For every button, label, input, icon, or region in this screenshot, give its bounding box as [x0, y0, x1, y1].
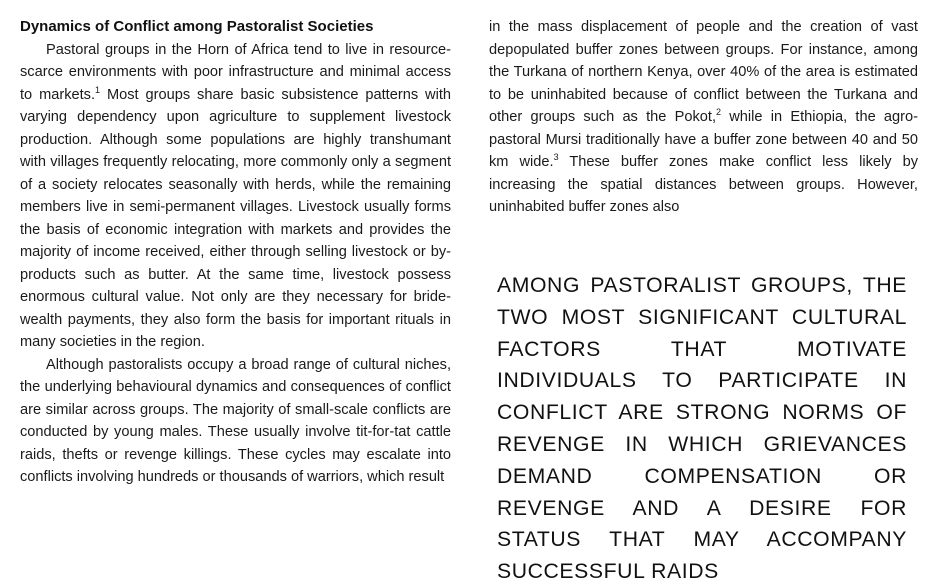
paragraph-2-continued-text-b: while in Ethiopia, the agro-pastoral Mursi traditionally have a buffer zone between 40 and 50 km wide.: [489, 109, 918, 170]
footnote-ref-2: 2: [716, 107, 722, 118]
footnote-ref-3: 3: [553, 152, 559, 163]
paragraph-2: Although pastoralists occupy a broad range of cultural niches, the underlying behavioural dynamics and consequences of conflict are similar across groups. The majority of small-scale conflicts are conducted by young males. These usually involve tit-for-tat cattle raids, thefts or revenge killings. These cycles may escalate into conflicts involving hundreds or thousands of warriors, which result: [20, 356, 451, 485]
pull-quote: AMONG PASTORALIST GROUPS, THE TWO MOST SIGNIFICANT CULTURAL FACTORS THAT MOTIVATE INDIVIDUALS TO PARTICIPATE IN CONFLICT ARE STRONG NORMS OF REVENGE IN WHICH GRIEVANCES DEMAND COMPENSATION OR REVENGE AND A DESIRE FOR STATUS THAT MAY ACCOMPANY SUCCESSFUL RAIDS: [497, 274, 907, 584]
section-heading: Dynamics of Conflict among Pastoralist Societies: [20, 18, 374, 35]
paragraph-2-continued-text-c: These buffer zones make conflict less likely by increasing the spatial distances between groups. However, uninhabited buffer zones also: [489, 154, 919, 215]
left-column: [20, 16, 451, 489]
paragraph-1-text-b: Most groups share basic subsistence patterns with varying dependency upon agriculture to supplement livestock production. Although some populations are highly transhumant with villages frequently relocating, more commonly only a segment of a society relocates seasonally with herds, while the remaining members live in semi-permanent villages. Livestock usually forms the basis of economic integration with markets and provides the majority of income received, either through selling livestock or by-products such as butter. At the same time, livestock possess enormous cultural value. Not only are they necessary for bride-wealth payments, they also form the basis for important rituals in many societies in the region.: [20, 86, 451, 350]
footnote-ref-1: 1: [95, 84, 101, 95]
paragraph-2-continued: [489, 16, 918, 219]
paragraph-2-continued-text-a: in the mass displacement of people and the creation of vast depopulated buffer zones between groups. For instance, among the Turkana of northern Kenya, over 40% of the area is estimated to be uninhabited because of conflict between the Turkana and other groups such as the Pokot,: [489, 19, 918, 125]
paragraph-1: [20, 39, 451, 354]
right-column: [489, 16, 918, 219]
paragraph-1-text-a: Pastoral groups in the Horn of Africa tend to live in resource-scarce environments with poor infrastructure and minimal access to markets.: [20, 41, 451, 103]
